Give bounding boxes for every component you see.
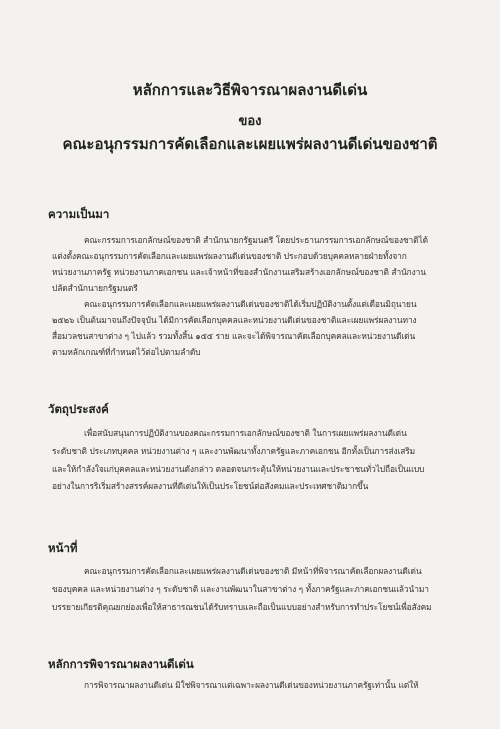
paragraph-line: ของบุคคล และหน่วยงานต่าง ๆ ระดับชาติ และงานพัฒนาในสาขาต่าง ๆ ทั้งภาครัฐและภาคเอกชนแล้วนำมา [52,584,429,594]
paragraph-line: คณะกรรมการเอกลักษณ์ของชาติ สำนักนายกรัฐมนตรี โดยประธานกรรมการเอกลักษณ์ของชาติได้ [84,235,428,245]
section-heading-duties: หน้าที่ [48,541,78,555]
paragraph-line: ตามหลักเกณฑ์ที่กำหนดไว้ต่อไปตามลำดับ [52,347,201,357]
paragraph-line: หน่วยงานภาครัฐ หน่วยงานภาคเอกชน และเจ้าหน้าที่ของสำนักงานเสริมสร้างเอกลักษณ์ของชาติ สำนักงาน [52,267,426,277]
paragraph-line: สื่อมวลชนสาขาต่าง ๆ ไปแล้ว รวมทั้งสิ้น ๑๕๕ ราย และจะได้พิจารณาคัดเลือกบุคคลและหน่วยงานดีเด่น [52,331,416,341]
paragraph-line: แต่งตั้งคณะอนุกรรมการคัดเลือกและเผยแพร่ผลงานดีเด่นของชาติ ประกอบด้วยบุคคลหลายฝ่ายทั้งจาก [52,251,407,261]
section-heading-background: ความเป็นมา [48,207,110,221]
paragraph-line: ระดับชาติ ประเภทบุคคล หน่วยงานต่าง ๆ และงานพัฒนาทั้งภาครัฐและภาคเอกชน อีกทั้งเป็นการส่งเสริม [52,446,416,456]
document-title-connector: ของ [238,114,262,129]
paragraph-line: บรรยายเกียรติคุณยกย่องเพื่อให้สาธารณชนได้รับทราบและถือเป็นแบบอย่างสำหรับการทำประโยชน์เพื่อสังคม [52,602,432,612]
paragraph-line: ปลัดสำนักนายกรัฐมนตรี [52,283,138,293]
section-heading-principles: หลักการพิจารณาผลงานดีเด่น [48,657,194,671]
paragraph-line: คณะอนุกรรมการคัดเลือกและเผยแพร่ผลงานดีเด่นของชาติ มีหน้าที่พิจารณาคัดเลือกผลงานดีเด่น [84,566,422,576]
document-subtitle: คณะอนุกรรมการคัดเลือกและเผยแพร่ผลงานดีเด่นของชาติ [62,135,438,153]
paragraph-line: เพื่อสนับสนุนการปฏิบัติงานของคณะกรรมการเอกลักษณ์ของชาติ ในการเผยแพร่ผลงานดีเด่น [84,428,407,438]
document-title: หลักการและวิธีพิจารณาผลงานดีเด่น [132,81,368,99]
paragraph-line: อย่างในการริเริ่มสร้างสรรค์ผลงานที่ดีเด่นให้เป็นประโยชน์ต่อสังคมและประเทศชาติมากขึ้น [52,481,369,491]
section-heading-objectives: วัตถุประสงค์ [48,402,109,416]
paragraph-line: ๒๕๒๖ เป็นต้นมาจนถึงปัจจุบัน ได้มีการคัดเลือกบุคคลและหน่วยงานดีเด่นของชาติและเผยแพร่ผลงานทาง [52,315,417,325]
paragraph-line: และให้กำลังใจแก่บุคคลและหน่วยงานดังกล่าว ตลอดจนกระตุ้นให้หน่วยงานและประชาชนทั่วไปถือเป็นแบบ [52,464,425,474]
paragraph-line: การพิจารณาผลงานดีเด่น มิใช่พิจารณาแต่เฉพาะผลงานดีเด่นของหน่วยงานภาครัฐเท่านั้น แต่ให้ [84,680,419,690]
paragraph-line: คณะอนุกรรมการคัดเลือกและเผยแพร่ผลงานดีเด่นของชาติได้เริ่มปฏิบัติงานตั้งแต่เดือนมิถุนายน [84,299,417,309]
